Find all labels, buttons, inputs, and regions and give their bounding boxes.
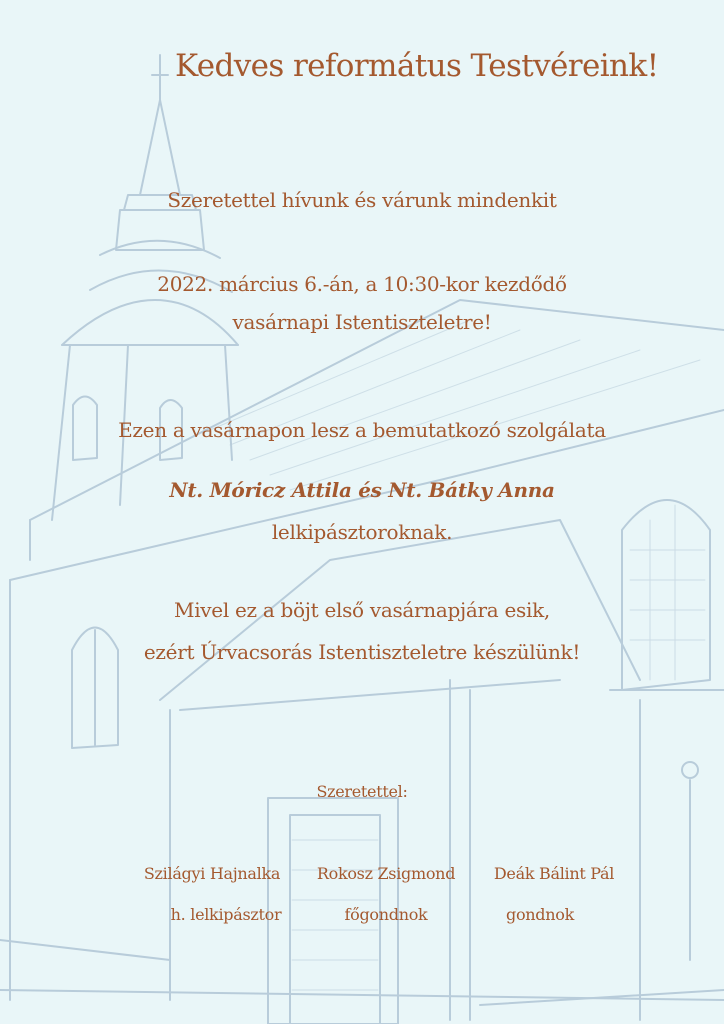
service-date-line: 2022. március 6.-án, a 10:30-kor kezdődő xyxy=(157,272,567,296)
signatory-name: Deák Bálint Pál xyxy=(493,864,615,883)
service-name-line: vasárnapi Istentiszteletre! xyxy=(232,310,492,334)
pastors-title-line: lelkipásztoroknak. xyxy=(271,520,453,544)
invitation-line: Szeretettel hívunk és várunk mindenkit xyxy=(167,188,557,212)
signatory-role: főgondnok xyxy=(344,905,428,924)
signatory-role: h. lelkipásztor xyxy=(170,905,282,924)
signatory-role: gondnok xyxy=(506,905,574,924)
introduction-line: Ezen a vasárnapon lesz a bemutatkozó szolgálata xyxy=(118,418,606,442)
closing-salutation: Szeretettel: xyxy=(316,782,408,801)
signatory-name: Rokosz Zsigmond xyxy=(316,864,456,883)
pastors-names: Nt. Móricz Attila és Nt. Bátky Anna xyxy=(169,478,555,502)
communion-note-line: ezért Úrvacsorás Istentiszteletre készülünk! xyxy=(143,640,581,664)
lent-note-line: Mivel ez a böjt első vasárnapjára esik, xyxy=(174,598,550,622)
greeting-title: Kedves református Testvéreink! xyxy=(175,48,659,84)
signatory-name: Szilágyi Hajnalka xyxy=(143,864,281,883)
